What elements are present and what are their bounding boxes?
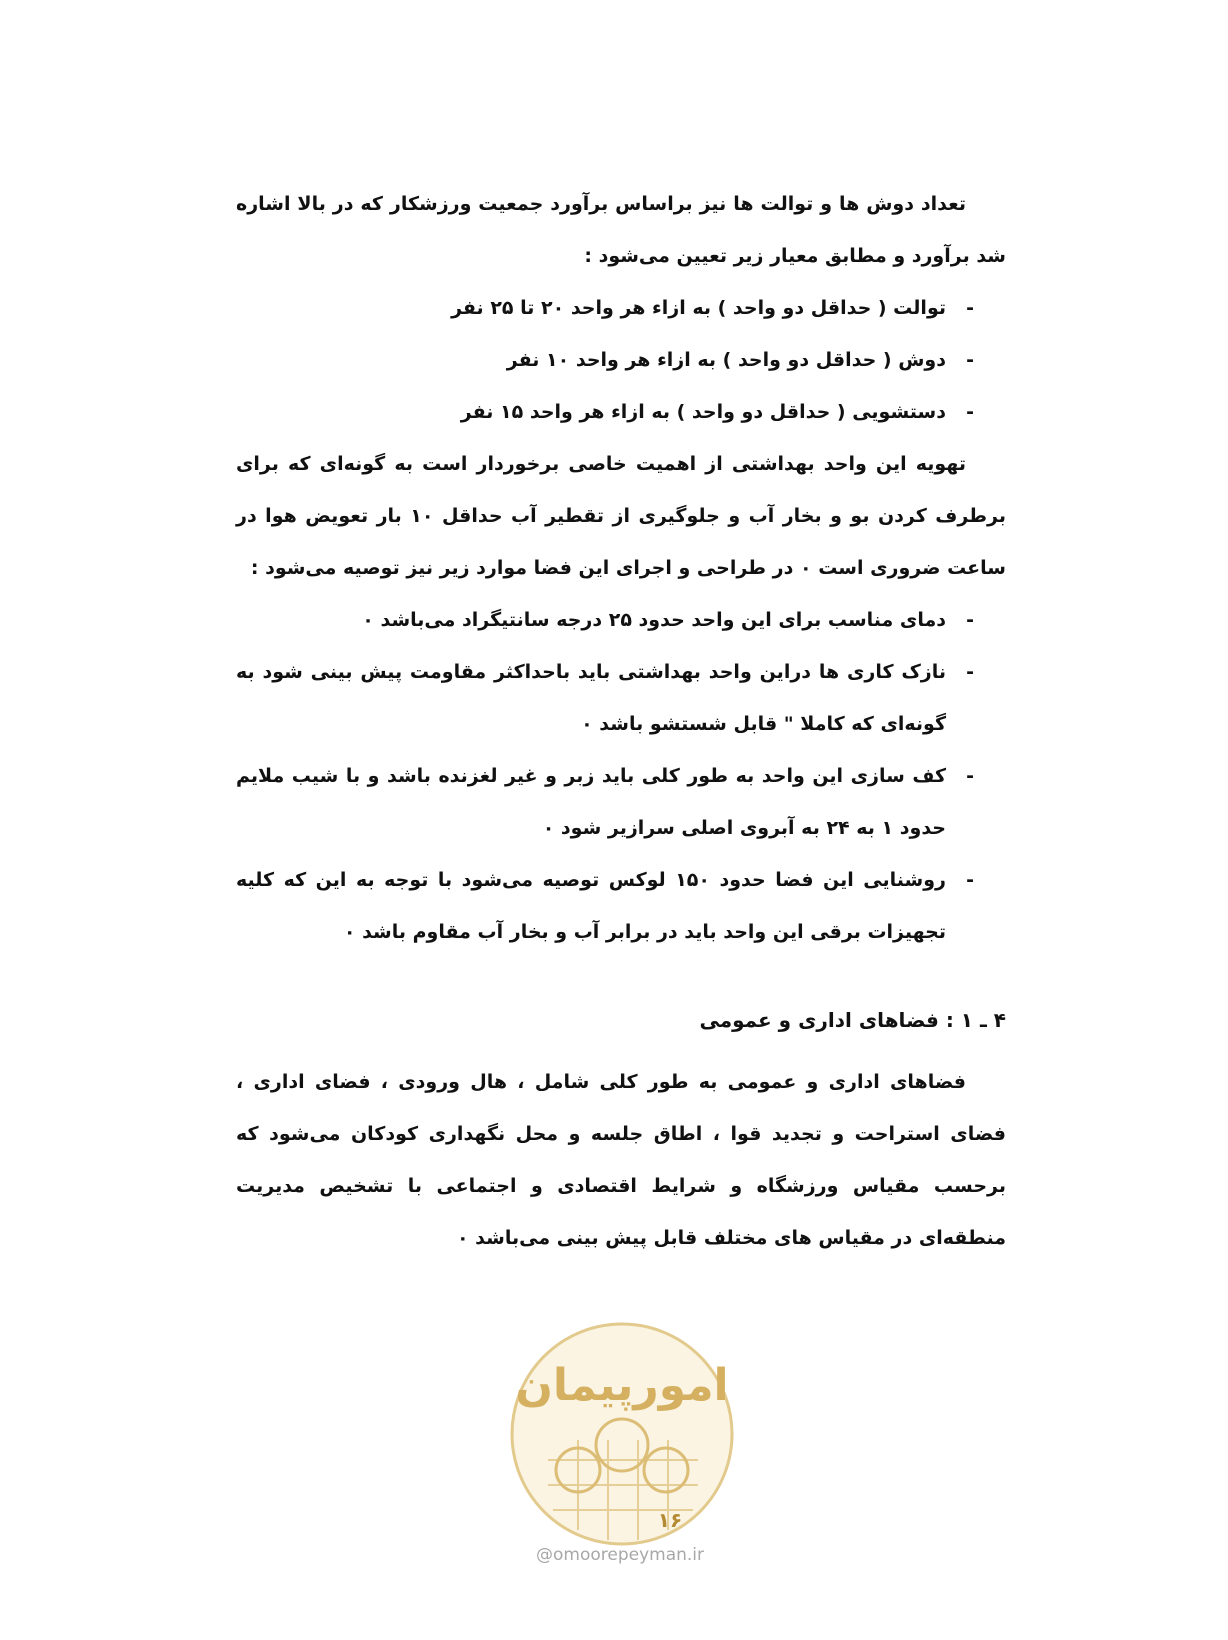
page-number: ۱۶ [657,1508,683,1532]
ventilation-paragraph: تهویه این واحد بهداشتی از اهمیت خاصی برخوردار است به گونه‌ای که برای برطرف کردن بو و بخار آب و جلوگیری از تقطیر آب حداقل ۱۰ بار تعویض هوا در ساعت ضروری است ۰ در طراحی و اجرای این فضا موارد زیر نیز توصیه می‌شود : [236,453,1007,579]
intro-paragraph: تعداد دوش ها و توالت ها نیز براساس برآورد جمعیت ورزشکار که در بالا اشاره شد برآورد و مطابق معیار زیر تعیین می‌شود : [236,193,1006,267]
list-item: - نازک کاری ها دراین واحد بهداشتی باید باحداکثر مقاومت پیش بینی شود به گونه‌ای که کاملا " قابل شستشو باشد ۰ [236,646,946,750]
list-item: - روشنایی این فضا حدود ۱۵۰ لوکس توصیه می‌شود با توجه به این که کلیه تجهیزات برقی این واحد باید در برابر آب و بخار آب مقاوم باشد ۰ [236,854,946,958]
publisher-logo [508,1320,736,1548]
list-item: - توالت ( حداقل دو واحد ) به ازاء هر واحد ۲۰ تا ۲۵ نفر [236,282,946,334]
list-item: - دستشویی ( حداقل دو واحد ) به ازاء هر واحد ۱۵ نفر [236,386,946,438]
section-heading: ۴ ـ ۱ : فضاهای اداری و عمومی [699,1008,1006,1032]
section-administrative [236,1056,1006,1264]
logo-text: امورپیمان [515,1360,729,1411]
list-item: - دمای مناسب برای این واحد حدود ۲۵ درجه سانتیگراد می‌باشد ۰ [236,594,946,646]
fixture-list [236,282,1006,438]
source-watermark: @omoorepeyman.ir [535,1545,705,1565]
list-item: - کف سازی این واحد به طور کلی باید زبر و غیر لغزنده باشد و با شیب ملایم حدود ۱ به ۲۴ به آبروی اصلی سرازیر شود ۰ [236,750,946,854]
recommendation-list [236,594,1006,958]
section-sanitary [236,178,1006,958]
body-paragraph: فضاهای اداری و عمومی به طور کلی شامل ، هال ورودی ، فضای اداری ، فضای استراحت و تجدید قوا ، اطاق جلسه و محل نگهداری کودکان می‌شود که برحسب مقیاس ورزشگاه و شرایط اقتصادی و اجتماعی با تشخیص مدیریت منطقه‌ای در مقیاس های مختلف قابل پیش بینی می‌باشد ۰ [236,1071,1006,1249]
list-item: - دوش ( حداقل دو واحد ) به ازاء هر واحد ۱۰ نفر [236,334,946,386]
